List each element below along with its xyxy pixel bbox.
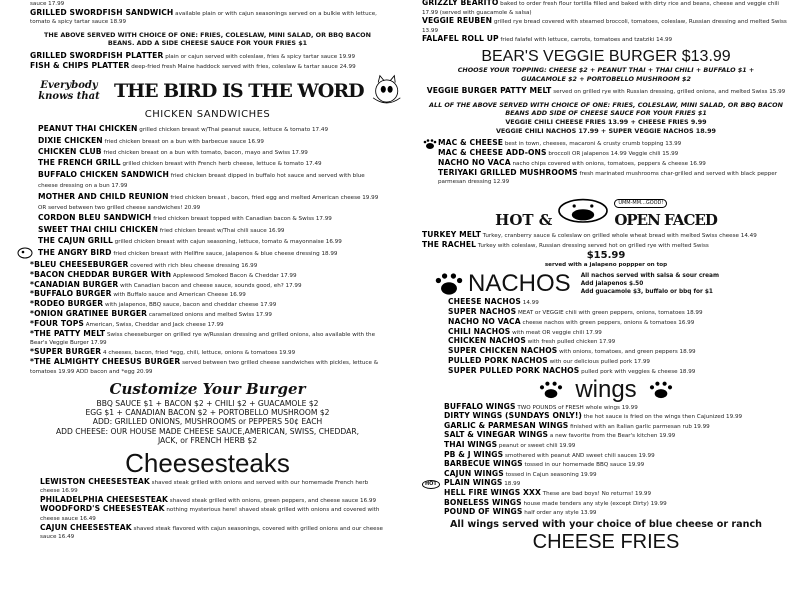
item-desc: TWO POUNDS of FRESH whole wings 19.99 [517,404,638,411]
item-name: *THE PATTY MELT [30,328,106,338]
nachos-notes [581,272,719,296]
item-desc: fried chicken breast , bacon, fried egg and melted American cheese 19.99 OR served between two grilled cheese sandwiches! 20.99 [38,194,379,211]
item-name: *BUFFALO BURGER [30,289,112,299]
bird-logo [30,73,385,109]
item-name: TERIYAKI GRILLED MUSHROOMS [438,167,578,177]
item-name: SWEET THAI CHILI CHICKEN [38,224,159,234]
item-desc: Applewood Smoked Bacon & Cheddar 17.99 [172,272,297,279]
extras-line: VEGGIE CHILI NACHOS 17.99 + SUPER VEGGIE NACHOS 18.99 [495,126,717,135]
menu-item [38,124,385,135]
sides-note-right: ALL OF THE ABOVE SERVED WITH CHOICE OF ONE: FRIES, COLESLAW, MINI SALAD, OR BBQ BACON BEANS ADD SIDE OF CHEESE SAUCE FOR YOUR FRIES $1 [429,100,783,118]
customize-line: BBQ SAUCE $1 + BACON $2 + CHILI $2 + GUACAMOLE $2 [96,398,319,408]
item-desc: American, Swiss, Cheddar and Jack cheese 17.99 [85,321,224,328]
item-name: LEWISTON CHEESESTEAK [40,476,150,486]
logo-title: THE BIRD IS THE WORD [114,80,364,103]
menu-item [38,158,385,169]
item-desc: best in town, cheeses, macaroni & crusty crumb topping 13.99 [504,141,682,148]
item-name: TURKEY MELT [422,230,482,240]
item-desc: with fresh pulled chicken 17.99 [527,339,616,346]
menu-item [38,236,385,247]
item-desc: These are bad boys! No returns! 19.99 [542,491,652,498]
item-name: GRILLED SWORDFISH PLATTER [30,50,164,60]
item-desc: with onions, tomatoes, and green peppers 18.99 [559,349,696,356]
item-name: SUPER PULLED PORK NACHOS [448,365,580,375]
menu-item [422,231,790,241]
veggie-extras [422,118,790,135]
menu-item [30,358,385,377]
customize-options [30,399,385,446]
extras-line: VEGGIE CHILI CHEESE FRIES 13.99 + CHEESE FRIES 9.99 [505,117,707,126]
item-desc: fried falafel with lettuce, carrots, tomatoes and tzatziki 14.99 [500,37,673,44]
item-name: *BLEU CHEESEBURGER [30,260,129,270]
item-desc: fried chicken breast on a bun with barbecue sauce 16.99 [104,138,264,145]
wings-title: wings [575,375,637,403]
item-name: THE FRENCH GRILL [38,158,121,168]
item-desc: broccoli OR jalapenos 14.99 Veggie chili 15.99 [548,150,679,157]
item-name: GARLIC & PARMESAN WINGS [444,420,569,430]
menu-item [38,136,385,147]
special-price-note: served with a jalapeno poppper on top [544,262,668,269]
item-desc: tossed in our homemade BBQ sauce 19.99 [524,462,645,469]
item-desc: smothered with peanut AND sweet chili sauces 19.99 [504,452,655,459]
special-price: $15.99 [586,250,626,262]
item-desc: caramelized onions and melted Swiss 17.99 [148,312,272,319]
item-desc: Swiss cheeseburger on grilled rye w/Russian dressing and grilled onions, also available with the Bear's Veggie Burger 17.99 [30,331,376,347]
item-name: MAC & CHEESE [438,138,504,148]
burger-list [30,261,385,377]
menu-item [422,35,790,45]
nachos-header [422,271,790,297]
item-name: CAJUN WINGS [444,468,504,478]
item-name: BUFFALO CHICKEN SANDWICH [38,169,169,179]
item-name: BUFFALO WINGS [444,401,516,411]
paw-icon [539,381,563,399]
item-desc: grilled chicken breast with French herb cheese, lettuce & tomato 17.49 [122,161,322,168]
item-name: HELL FIRE WINGS XXX [444,488,541,498]
item-desc: plain or cajun served with coleslaw, fries & spicy tartar sauce 19.99 [165,53,356,60]
menu-item [444,508,790,518]
veggie-list [422,0,790,45]
menu-item [422,241,790,251]
nachos-note: Add guacamole $3, buffalo or bbq for $1 [580,289,713,296]
item-desc: fresh marinated mushrooms char-grilled and served with black pepper parmesan dressing 12.99 [438,170,778,186]
item-desc: Turkey with coleslaw, Russian dressing served hot on grilled rye with melted Swiss [477,242,709,249]
item-name: *SUPER BURGER [30,347,102,357]
item-name: MOTHER AND CHILD REUNION [38,191,169,201]
item-name: CHILI NACHOS [448,326,511,336]
veggie-burger-title: BEAR'S VEGGIE BURGER $13.99 [481,47,731,65]
item-desc: 18.99 [504,481,521,488]
item-name: THE RACHEL [422,239,477,249]
item-desc: peanut or sweet chili 19.99 [498,443,576,450]
item-desc: finished with an Italian garlic parmesan rub 19.99 [570,423,710,430]
menu-item [30,9,385,27]
menu-item [30,62,385,72]
wings-note: All wings served with your choice of blue cheese or ranch [450,518,762,530]
menu-item [438,169,790,188]
item-name: BARBECUE WINGS [444,459,523,469]
item-name: VEGGIE REUBEN [422,16,493,26]
customize-line: ADD: GRILLED ONIONS, MUSHROOMS or PEPPERS 50¢ EACH [92,417,323,427]
platter-list [30,52,385,71]
item-name: CAJUN CHEESESTEAK [40,522,132,532]
menu-item [422,17,790,35]
item-desc: fried chicken breast on a bun with tomato, bacon, mayo and Swiss 17.99 [103,149,308,156]
menu-item [38,192,385,214]
item-name: *CANADIAN BURGER [30,279,119,289]
nachos-note: Add jalapenos $.50 [580,281,644,288]
menu-item [38,248,385,259]
item-name: MAC & CHEESE ADD-ONS [438,147,547,157]
item-name: *THE ALMIGHTY CHEESUS BURGER [30,357,181,366]
item-name: VEGGIE BURGER PATTY MELT [426,86,552,96]
item-name: CORDON BLEU SANDWICH [38,213,152,223]
item-desc: with Buffalo sauce and American Cheese 16.99 [113,292,246,299]
chicken-title: CHICKEN SANDWICHES [144,109,271,121]
wings-list [422,403,790,518]
item-desc: shaved steak grilled with onions and served with our homemade French herb cheese 16.99 [40,479,369,495]
item-name: PHILADELPHIA CHEESESTEAK [40,494,169,504]
sides-note: THE ABOVE SERVED WITH CHOICE OF ONE: FRIES, COLESLAW, MINI SALAD, OR BBQ BACON BEANS. ADD A SIDE CHEESE SAUCE FOR YOUR FRIES $1 [44,30,371,48]
cat-icon [368,74,402,108]
customize-line: EGG $1 + CANADIAN BACON $2 + PORTOBELLO MUSHROOM $2 [85,408,330,417]
menu-item [38,213,385,224]
item-name: PEANUT THAI CHICKEN [38,124,138,134]
item-desc: nacho chips covered with onions, tomatoes, peppers & cheese 16.99 [512,160,706,167]
item-name: SUPER CHICKEN NACHOS [448,346,558,356]
item-name: CHICKEN NACHOS [448,336,526,346]
item-desc: house made tenders any style (except Dirty) 19.99 [523,500,667,507]
item-name: CHEESE NACHOS [448,297,521,307]
menu-item [38,170,385,192]
nachos-title: NACHOS [468,270,571,298]
item-desc: with jalapenos, BBQ sauce, bacon and cheddar cheese 17.99 [105,302,277,309]
item-name: GRILLED SWORDFISH SANDWICH [30,7,174,17]
item-desc: Turkey, cranberry sauce & coleslaw on grilled whole wheat bread with melted Swiss cheese 14.49 [482,233,757,240]
item-desc: grilled chicken breast w/Thai peanut sauce, lettuce & tomato 17.49 [139,127,329,134]
item-name: *ONION GRATINEE BURGER [30,309,148,319]
item-name: SUPER NACHOS [448,307,517,317]
menu-item [38,147,385,158]
item-desc: 4 cheeses, bacon, fried *egg, chili, lettuce, onions & tomatoes 19.99 [103,350,296,357]
item-desc: with our delicious pulled pork 17.99 [549,359,650,366]
menu-item [30,330,385,349]
item-desc: served between two grilled cheese sandwiches with pickles, lettuce & tomatoes 19.99 ADD bacon and *egg 20.99 [30,360,379,375]
paw-icon [434,272,464,296]
item-name: WOODFORD'S CHEESESTEAK [40,504,165,514]
item-desc: baked to order fresh flour tortilla filled and baked with dirty rice and beans, cheese and veggie chili 17.99 (served with guacamole & salsa) [422,1,779,16]
item-desc: grilled rye bread covered with steamed broccoli, tomatoes, coleslaw, Russian dressing and melted Swiss 13.99 [422,19,787,34]
item-name: PB & J WINGS [444,449,504,459]
item-desc: covered with rich bleu cheese dressing 16.99 [130,263,258,270]
mac-list [422,139,790,187]
veggie-patty-melt [422,87,790,97]
item-name: GRIZZLY BEARITO [422,0,499,7]
item-desc: shaved steak grilled with onions, green peppers, and cheese sauce 16.99 [169,497,377,504]
swordfish-list [30,0,385,27]
item-name: PULLED PORK NACHOS [448,356,548,366]
cheesesteaks-title: Cheesesteaks [125,447,290,478]
item-name: THE CAJUN GRILL [38,236,113,246]
nachos-list [422,298,790,376]
item-desc: 14.99 [522,300,539,307]
item-desc: with Canadian bacon and cheese sauce, sounds good, eh? 17.99 [120,282,302,289]
left-column [30,0,385,542]
item-desc: deep-fried fresh Maine haddock served with fries, coleslaw & tartar sauce 24.99 [131,63,356,70]
nachos-note: All nachos served with salsa & sour cream [580,273,720,280]
menu-item [422,0,790,17]
right-column [422,0,790,553]
open-faced-list [422,231,790,250]
menu-item [40,524,385,542]
item-desc: grilled chicken breast with cajun seasoning, lettuce, tomato & mayonnaise 16.99 [114,239,342,246]
item-desc: MEAT or VEGGIE chili with green peppers, onions, tomatoes 18.99 [517,310,703,317]
item-desc: nothing mysterious here! shaved steak grilled with onions and covered with cheese sauce 16.49 [40,507,380,522]
item-desc: the hot sauce is fried on the wings then Cajunized 19.99 [583,414,743,421]
item-name: THAI WINGS [444,440,498,450]
item-name: NACHO NO VACA [448,316,521,326]
item-desc: tossed in Cajun seasoning 19.99 [505,471,597,478]
cheese-fries-title: CHEESE FRIES [532,530,680,553]
item-name: *FOUR TOPS [30,318,84,328]
logo-hot: HOT & [495,211,553,230]
item-desc: fried chicken breast dipped in buffalo hot sauce and served with blue cheese dressing on a bun 17.99 [38,172,365,190]
item-name: *BACON CHEDDAR BURGER With [30,269,172,279]
item-desc: available plain or with cajun seasonings served on a bulkie with lettuce, tomato & spicy tartar sauce 18.99 [30,10,377,26]
item-name: DIRTY WINGS (SUNDAYS ONLY!) [444,411,582,421]
item-desc: fried chicken breast w/Thai chili sauce 16.99 [159,227,285,234]
item-desc: fried chicken breast topped with Canadian bacon & Swiss 17.99 [153,216,332,223]
item-name: BONELESS WINGS [444,497,522,507]
logo-tagline: Everybody knows that [38,80,100,103]
bird-icon [16,247,34,259]
item-desc: a new favorite from the Bear's kitchen 19.99 [549,433,676,440]
item-name: PLAIN WINGS [444,478,503,488]
topping-note: CHOOSE YOUR TOPPING: CHEESE $2 + PEANUT THAI + THAI CHILI + BUFFALO $1 + GUACAMOLE $2 + PORTOBELLO MUSHROOM $2 [457,65,755,83]
paw-icon [649,381,673,399]
item-name: NACHO NO VACA [438,157,511,167]
paw-icon [423,139,437,149]
item-desc: half order any style 13.99 [524,510,597,517]
menu-item [40,505,385,523]
item-name: POUND OF WINGS [444,507,523,517]
item-name: CHICKEN CLUB [38,146,102,156]
item-desc: shaved steak flavored with cajun seasonings, covered with grilled onions and our cheese sauce 16.49 [40,525,383,541]
speech-bubble: UMM-MM...GOOD! [614,199,667,208]
item-desc: cheese nachos with green peppers, onions & tomatoes 16.99 [522,319,695,326]
item-desc: sauce 17.99 [30,1,65,7]
hot-badge: HOT [422,480,440,489]
item-name: *RODEO BURGER [30,299,104,309]
item-desc: fried chicken breast with Hellfire sauce, jalapenos & blue cheese dressing 18.99 [113,250,338,257]
cheesesteak-list [30,478,385,542]
item-desc: with meat OR veggie chili 17.99 [512,329,602,336]
item-name: SALT & VINEGAR WINGS [444,430,549,440]
customize-title: Customize Your Burger [109,379,306,398]
wings-header [422,377,790,403]
logo-open-faced: OPEN FACED [614,211,717,230]
hot-open-faced-logo [422,189,790,229]
menu-item [38,225,385,236]
menu-item [40,478,385,496]
item-desc: pulled pork with veggies & cheese 18.99 [581,368,696,375]
customize-line: ADD CHEESE: OUR HOUSE MADE CHEESE SAUCE,AMERICAN, SWISS, CHEDDAR, JACK, or FRENCH HERB $2 [55,426,360,446]
bear-icon [555,191,611,229]
item-name: THE ANGRY BIRD [38,247,112,257]
item-name: FISH & CHIPS PLATTER [30,60,130,70]
item-desc: served on grilled rye with Russian dressing, grilled onions, and melted Swiss 15.99 [553,89,786,96]
chicken-list [30,124,385,259]
item-name: DIXIE CHICKEN [38,135,103,145]
item-name: FALAFEL ROLL UP [422,34,499,44]
